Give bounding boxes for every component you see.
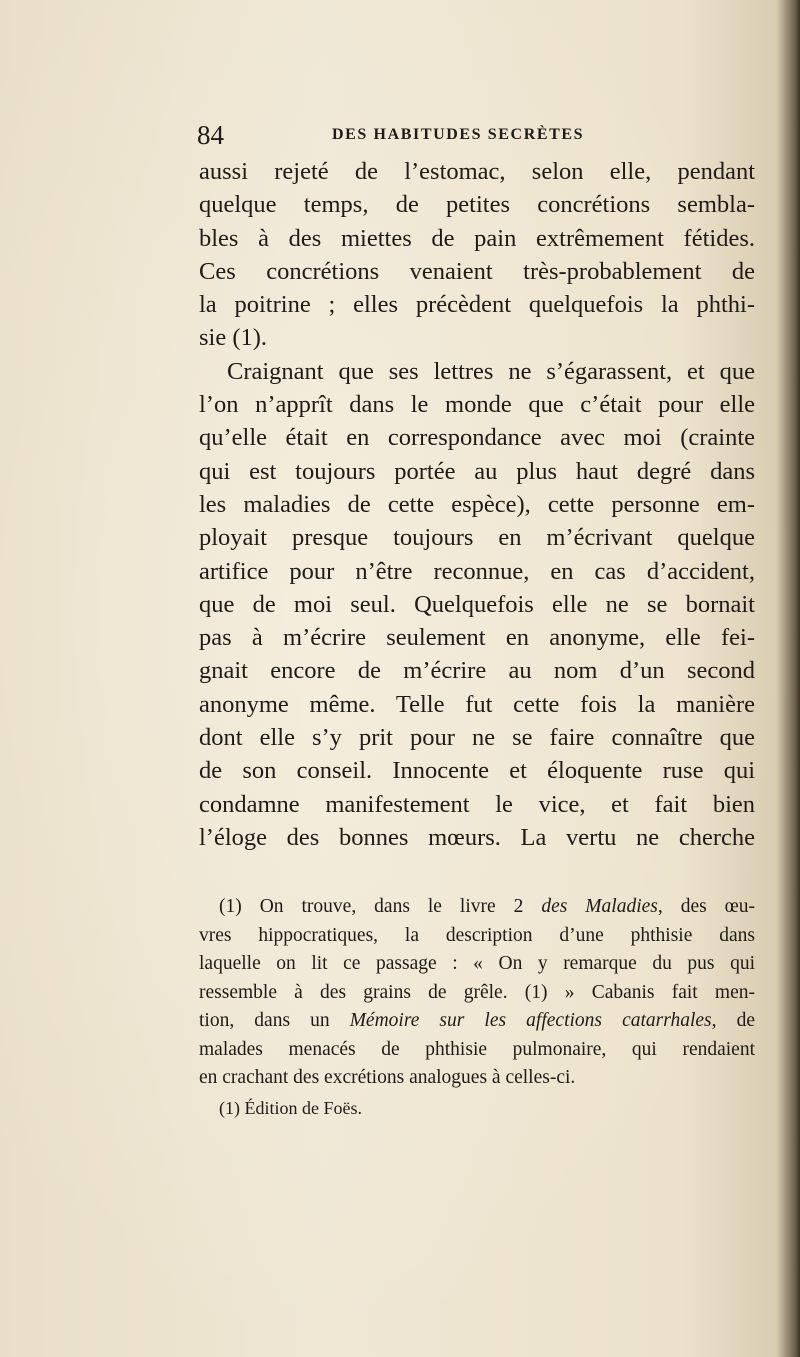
body-line: de son conseil. Innocente et éloquente ruse qui (199, 757, 755, 785)
body-line: bles à des miettes de pain extrêmement fétides. (199, 224, 755, 252)
body-line: artifice pour n’être reconnue, en cas d’accident, (199, 557, 755, 585)
footnote-text: tion, dans un (199, 1010, 350, 1031)
footnote-text: (1) On trouve, dans le livre 2 (219, 896, 542, 917)
footnotes (199, 893, 755, 1123)
body-line: la poitrine ; elles précèdent quelquefois la phthi- (199, 291, 755, 319)
body-line: aussi rejeté de l’estomac, selon elle, pendant (199, 158, 755, 185)
body-line: qu’elle était en correspondance avec moi (crainte (199, 424, 755, 452)
body-line: Craignant que ses lettres ne s’égarassent, et que (227, 357, 755, 385)
body-line: condamne manifestement le vice, et fait bien (199, 790, 755, 818)
footnote-line (199, 893, 755, 922)
footnote-line: malades menacés de phthisie pulmonaire, qui rendaient (199, 1038, 755, 1060)
sub-footnote: (1) Édition de Foës. (219, 1097, 362, 1118)
footnote-line: vres hippocratiques, la description d’une phthisie dans (199, 924, 755, 946)
body-line: qui est toujours portée au plus haut degré dans (199, 457, 755, 485)
body-line: pas à m’écrire seulement en anonyme, elle fei- (199, 624, 755, 652)
body-line: l’éloge des bonnes mœurs. La vertu ne cherche (199, 823, 755, 851)
body-line: sie (1). (199, 324, 268, 352)
body-line: Ces concrétions venaient très-probablement de (199, 257, 755, 285)
body-line: ployait presque toujours en m’écrivant quelque (199, 524, 755, 552)
body-line: anonyme même. Telle fut cette fois la manière (199, 690, 755, 718)
running-head (197, 118, 757, 152)
body-text (199, 155, 755, 854)
body-line: dont elle s’y prit pour ne se faire connaître que (199, 724, 755, 752)
body-line: les maladies de cette espèce), cette personne em- (199, 490, 755, 518)
body-line: gnait encore de m’écrire au nom d’un second (199, 657, 755, 685)
footnote-line: en crachant des excrétions analogues à celles-ci. (199, 1067, 576, 1088)
running-title: DES HABITUDES SECRÈTES (332, 126, 585, 143)
page-number: 84 (197, 120, 224, 150)
footnote-text: , de (711, 1010, 755, 1031)
footnote-line (199, 1007, 755, 1036)
body-line: quelque temps, de petites concrétions sembla- (199, 191, 755, 219)
footnote-text: , des œu- (657, 896, 756, 917)
footnote-italic: Mémoire sur les affections catarrhales (349, 1010, 712, 1031)
footnote-line: ressemble à des grains de grêle. (1) » Cabanis fait men- (199, 981, 755, 1003)
body-line: que de moi seul. Quelquefois elle ne se bornait (199, 590, 755, 618)
footnote-line: laquelle on lit ce passage : « On y remarque du pus qui (199, 953, 755, 974)
body-line: l’on n’apprît dans le monde que c’était pour elle (199, 391, 755, 419)
footnote-italic: des Maladies (541, 896, 658, 917)
